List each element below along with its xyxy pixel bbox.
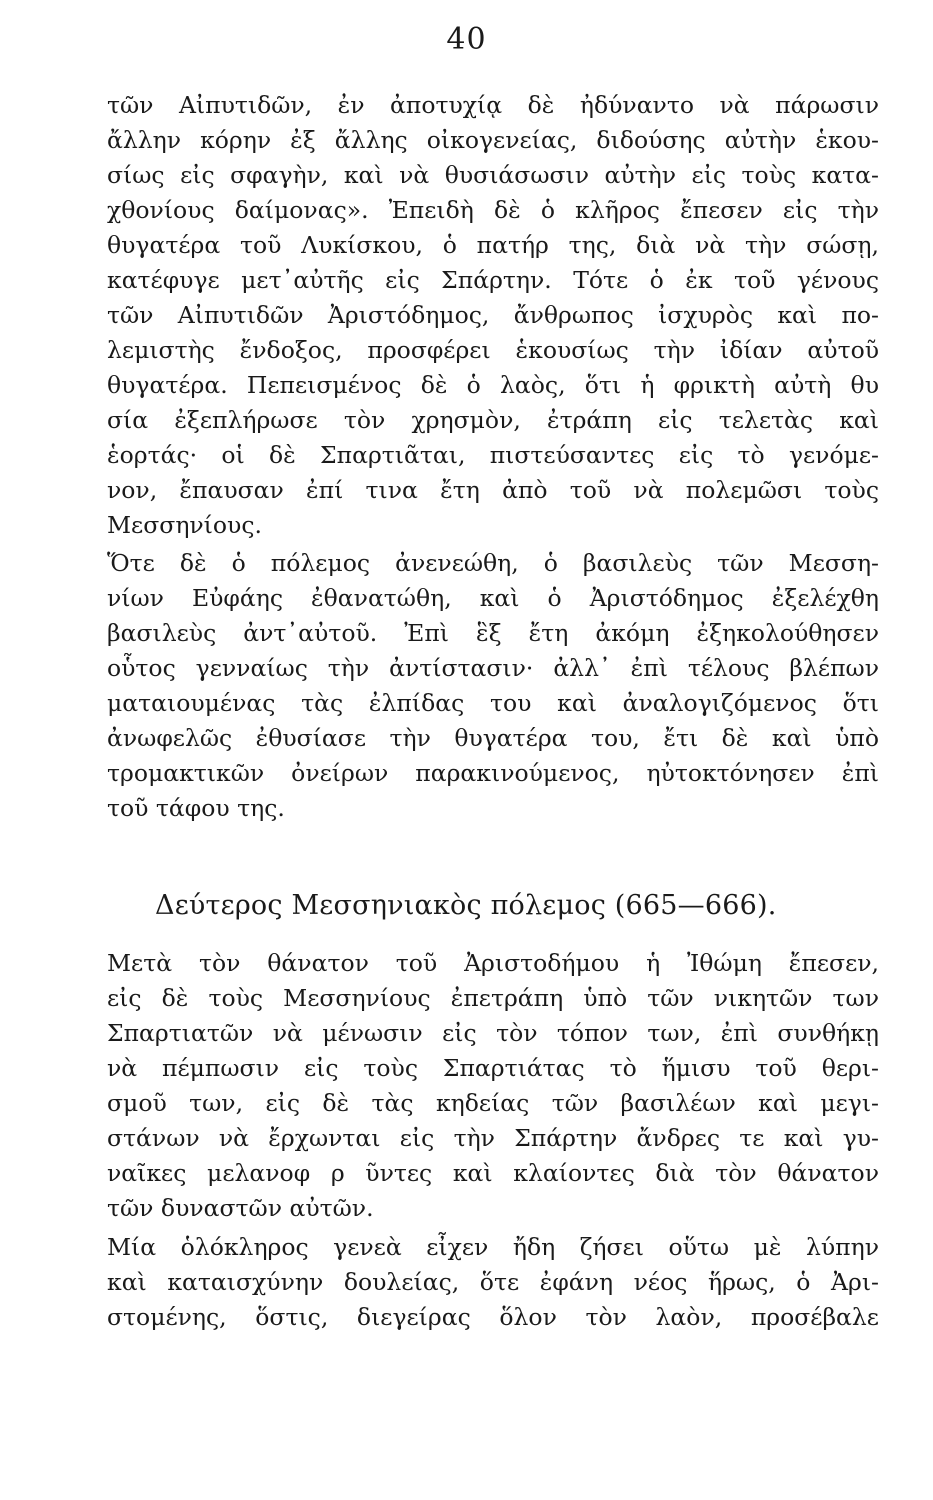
- text-line: νὰ πέμπωσιν εἰς τοὺς Σπαρτιάτας τὸ ἥμισυ τοῦ θερι-: [107, 1054, 879, 1082]
- text-line: βασιλεὺς ἀντ᾽αὐτοῦ. Ἐπὶ ἓξ ἔτη ἀκόμη ἐξηκολούθησεν: [107, 619, 879, 647]
- text-line: σία ἐξεπλήρωσε τὸν χρησμὸν, ἐτράπη εἰς τελετὰς καὶ: [107, 406, 879, 434]
- section-heading: Δεύτερος Μεσσηνιακὸς πόλεμος (665—666).: [155, 890, 777, 921]
- text-line: τῶν Αἰπυτιδῶν, ἐν ἀποτυχίᾳ δὲ ἠδύναντο νὰ πάρωσιν: [107, 91, 879, 119]
- text-line: τρομακτικῶν ὀνείρων παρακινούμενος, ηὐτοκτόνησεν ἐπὶ: [107, 759, 879, 787]
- text-line: τῶν δυναστῶν αὐτῶν.: [107, 1194, 374, 1222]
- text-line: ματαιουμένας τὰς ἐλπίδας του καὶ ἀναλογιζόμενος ὅτι: [107, 689, 879, 717]
- text-line: τοῦ τάφου της.: [107, 794, 285, 822]
- text-line: σίως εἰς σφαγὴν, καὶ νὰ θυσιάσωσιν αὐτὴν εἰς τοὺς κατα-: [107, 161, 879, 189]
- text-line: Σπαρτιατῶν νὰ μένωσιν εἰς τὸν τόπον των, ἐπὶ συνθήκῃ: [107, 1019, 879, 1047]
- text-line: Μεσσηνίους.: [107, 511, 262, 539]
- text-line: ἑορτάς· οἱ δὲ Σπαρτιᾶται, πιστεύσαντες εἰς τὸ γενόμε-: [107, 441, 879, 469]
- text-line: νίων Εὐφάης ἐθανατώθη, καὶ ὁ Ἀριστόδημος ἐξελέχθη: [107, 584, 879, 612]
- text-line: θυγατέρα. Πεπεισμένος δὲ ὁ λαὸς, ὅτι ἡ φρικτὴ αὐτὴ θυ: [107, 371, 879, 399]
- text-line: σμοῦ των, εἰς δὲ τὰς κηδείας τῶν βασιλέων καὶ μεγι-: [107, 1089, 879, 1117]
- text-line: ναῖκες μελανοφ ρ ῦντες καὶ κλαίοντες διὰ τὸν θάνατον: [107, 1159, 879, 1187]
- text-line: Μία ὁλόκληρος γενεὰ εἶχεν ἤδη ζήσει οὕτω μὲ λύπην: [107, 1233, 879, 1261]
- text-line: ἄλλην κόρην ἐξ ἄλλης οἰκογενείας, διδούσης αὐτὴν ἑκου-: [107, 126, 879, 154]
- text-line: εἰς δὲ τοὺς Μεσσηνίους ἐπετράπη ὑπὸ τῶν νικητῶν των: [107, 984, 879, 1012]
- text-line: στάνων νὰ ἔρχωνται εἰς τὴν Σπάρτην ἄνδρες τε καὶ γυ-: [107, 1124, 879, 1152]
- text-line: οὗτος γενναίως τὴν ἀντίστασιν· ἀλλ᾽ ἐπὶ τέλους βλέπων: [107, 654, 879, 682]
- text-line: λεμιστὴς ἔνδοξος, προσφέρει ἑκουσίως τὴν ἰδίαν αὐτοῦ: [107, 336, 879, 364]
- text-line: στομένης, ὅστις, διεγείρας ὅλον τὸν λαὸν, προσέβαλε: [107, 1303, 879, 1331]
- text-line: χθονίους δαίμονας». Ἐπειδὴ δὲ ὁ κλῆρος ἔπεσεν εἰς τὴν: [107, 196, 879, 224]
- text-line: Μετὰ τὸν θάνατον τοῦ Ἀριστοδήμου ἡ Ἰθώμη ἔπεσεν,: [107, 949, 879, 977]
- text-line: νον, ἔπαυσαν ἐπί τινα ἔτη ἀπὸ τοῦ νὰ πολεμῶσι τοὺς: [107, 476, 879, 504]
- text-line: ἀνωφελῶς ἐθυσίασε τὴν θυγατέρα του, ἔτι δὲ καὶ ὑπὸ: [107, 724, 879, 752]
- text-line: τῶν Αἰπυτιδῶν Ἀριστόδημος, ἄνθρωπος ἰσχυρὸς καὶ πο-: [107, 301, 879, 329]
- text-line: Ὅτε δὲ ὁ πόλεμος ἀνενεώθη, ὁ βασιλεὺς τῶν Μεσση-: [107, 549, 879, 577]
- text-line: θυγατέρα τοῦ Λυκίσκου, ὁ πατήρ της, διὰ νὰ τὴν σώσῃ,: [107, 231, 879, 259]
- text-line: κατέφυγε μετ᾽αὐτῆς εἰς Σπάρτην. Τότε ὁ ἐκ τοῦ γένους: [107, 266, 879, 294]
- text-line: καὶ καταισχύνην δουλείας, ὅτε ἐφάνη νέος ἥρως, ὁ Ἀρι-: [107, 1268, 879, 1296]
- page-number: 40: [446, 22, 487, 57]
